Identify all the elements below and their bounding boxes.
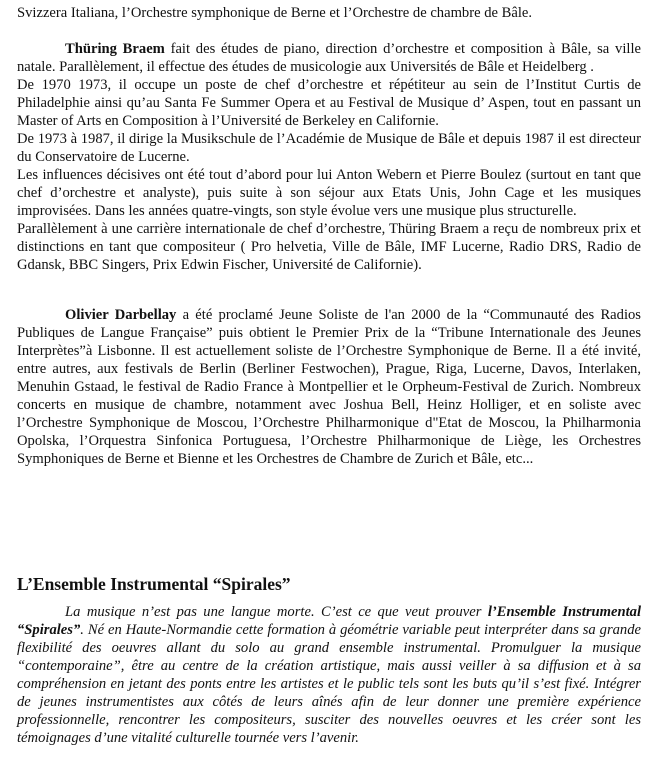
braem-bio [17,40,641,274]
braem-paragraph-3: De 1973 à 1987, il dirige la Musikschule de l’Académie de Musique de Bâle et depuis 1987 il est directeur du Conservatoire de Lucerne. [17,131,641,165]
intro-line [17,4,641,22]
braem-name: Thüring Braem [65,41,165,57]
braem-text-1: fait des études de piano, direction d’orchestre et composition à Bâle, sa ville natale. Parallèlement, il effectue des études de musicologie aux Universités de Bâle et Heidelberg . [17,41,641,75]
spirales-name: l’Ensemble Instrumental “Spirales” [17,604,641,638]
section-heading: L’Ensemble Instrumental “Spirales” [17,574,291,594]
braem-paragraph-1 [17,40,641,76]
darbellay-text: a été proclamé Jeune Soliste de l'an 2000 de la “Communauté des Radios Publiques de Langue Française” puis obtient le Premier Prix de la “Tribune Internationale des Jeunes Interprètes”à Lisbonne. Il est actuellement soliste de l’Orchestre Symphonique de Berne. Il a été invité, entre autres, aux festivals de Berlin (Berliner Festwochen), Prague, Riga, Lucerne, Davos, Interlaken, Menuhin Gstaad, le festival de Radio France à Montpellier et le Orpheum-Festival de Zurich. Nombreux concerts en musique de chambre, notamment avec Joshua Bell, Heinz Holliger, et en soliste avec l’Orchestre Symphonique de Moscou, l’Orchestre Philharmonique d"Etat de Moscou, la Philharmonia Opolska, l’Orquestra Sinfonica Portuguesa, l’Orchestre Philharmonique de Liège, les Orchestres Symphoniques de Berne et Bienne et les Orchestres de Chambre de Zurich et Bâle, etc... [17,307,641,467]
braem-paragraph-2: De 1970 1973, il occupe un poste de chef d’orchestre et répétiteur au sein de l’Institut Curtis de Philadelphie ainsi qu’au Santa Fe Summer Opera et au Festival de Musique d’ Aspen, tout en passant un Master of Arts en Composition à l’Université de Berkeley en Californie. [17,77,641,129]
braem-paragraph-5: Parallèlement à une carrière internationale de chef d’orchestre, Thüring Braem a reçu de nombreux prix et distinctions en tant que compositeur ( Pro helvetia, Ville de Bâle, IMF Lucerne, Radio DRS, Radio de Gdansk, BBC Singers, Prix Edwin Fischer, Université de Californie). [17,221,641,273]
darbellay-name: Olivier Darbellay [65,307,177,323]
spirales-text-a: La musique n’est pas une langue morte. C’est ce que veut prouver [65,604,488,620]
intro-text: Svizzera Italiana, l’Orchestre symphonique de Berne et l’Orchestre de chambre de Bâle. [17,5,533,21]
spirales-paragraph [17,603,641,747]
spirales-text-b: . Né en Haute-Normandie cette formation à géométrie variable peut interpréter dans sa grande flexibilité des oeuvres allant du solo au grand ensemble instrumental. Promulguer la musique “contemporaine”, être au centre de la création artistique, mais aussi veiller à sa diffusion et à sa compréhension en jetant des ponts entre les artistes et le public tels sont les buts qu’il s’est fixé. Intégrer de jeunes instrumentistes aux côtés de leurs aînés afin de leur donner une première expérience professionnelle, rencontrer les compositeurs, susciter des nouvelles oeuvres et les créer sont les témoignages d’une vitalité culturelle tournée vers l’avenir. [17,622,641,746]
braem-paragraph-4: Les influences décisives ont été tout d’abord pour lui Anton Webern et Pierre Boulez (surtout en tant que chef d’orchestre et analyste), puis suite à son séjour aux Etats Unis, John Cage et les musiques improvisées. Dans les années quatre-vingts, son style évolue vers une musique plus structurelle. [17,167,641,219]
darbellay-bio [17,306,641,468]
